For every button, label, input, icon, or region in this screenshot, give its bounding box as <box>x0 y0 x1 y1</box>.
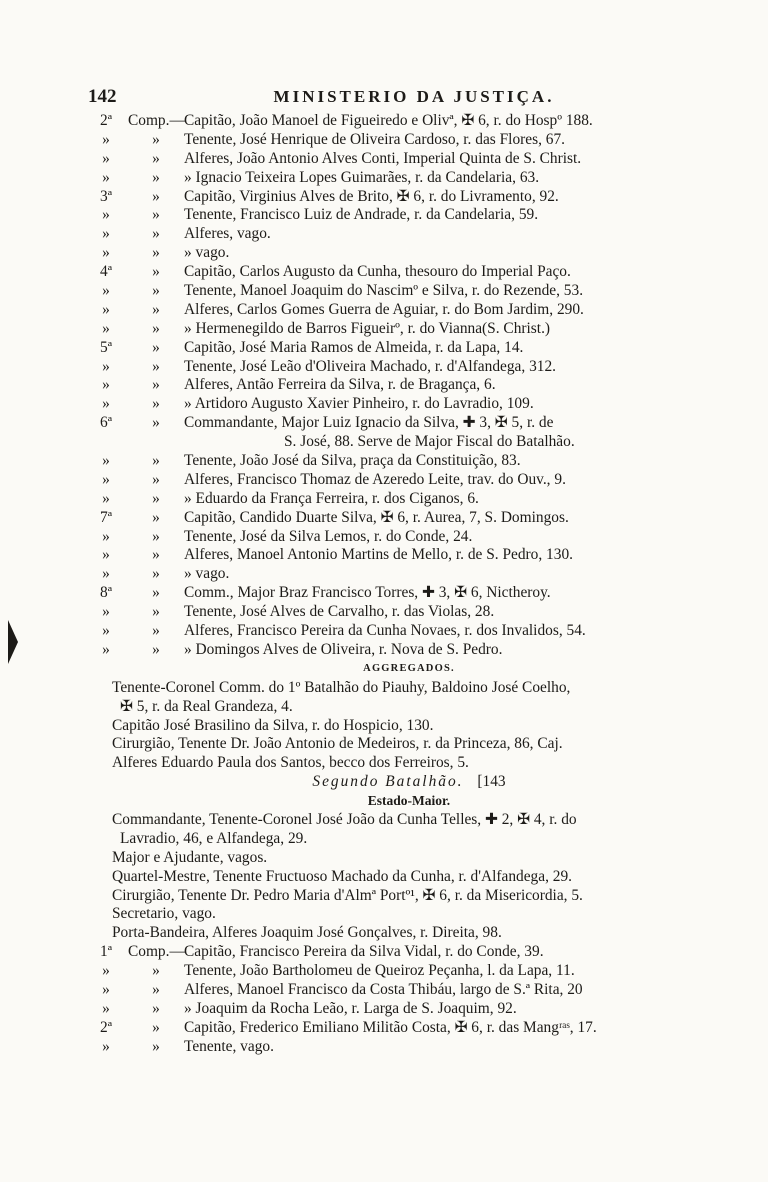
entry-text: Tenente, José Leão d'Oliveira Machado, r. d'Alfandega, 312. <box>184 357 557 375</box>
company-label: » <box>152 225 160 243</box>
estado-maior-heading: Estado-Maior. <box>367 793 451 809</box>
list-item: Cirurgião, Tenente Dr. João Antonio de Medeiros, r. da Princeza, 86, Caj. <box>112 735 563 753</box>
company-label: » <box>152 206 160 224</box>
section-title: Segundo Batalhão. <box>312 773 464 791</box>
company-label: » <box>152 1037 160 1055</box>
list-item <box>84 1038 734 1057</box>
list-item <box>84 282 734 301</box>
list-item <box>84 225 734 244</box>
company-number: » <box>102 395 110 413</box>
entry-text: Capitão, João Manoel de Figueiredo e Olivª, ✠ 6, r. do Hospº 188. <box>184 112 593 129</box>
entry-text: Alferes, Manoel Francisco da Costa Thibáu, largo de S.ª Rita, 20 <box>184 980 583 998</box>
company-label: » <box>152 489 160 507</box>
company-number: » <box>102 1037 110 1055</box>
company-label: » <box>152 319 160 337</box>
entry-text: Capitão, José Maria Ramos de Almeida, r. da Lapa, 14. <box>184 338 524 356</box>
company-number: » <box>102 225 110 243</box>
entry-text: Alferes, Antão Ferreira da Silva, r. de Bragança, 6. <box>184 376 496 394</box>
entry-text: » Eduardo da França Ferreira, r. dos Ciganos, 6. <box>184 489 479 507</box>
entry-text: Tenente, José Henrique de Oliveira Cardoso, r. das Flores, 67. <box>184 130 566 148</box>
running-header <box>88 85 740 109</box>
list-item <box>84 546 734 565</box>
list-item <box>84 490 734 509</box>
company-number: » <box>102 319 110 337</box>
list-item: Alferes Eduardo Paula dos Santos, becco dos Ferreiros, 5. <box>112 754 469 772</box>
entry-text: Alferes, Manoel Antonio Martins de Mello, r. de S. Pedro, 130. <box>184 546 573 564</box>
estado-maior-list <box>84 811 734 943</box>
company-label: » <box>152 527 160 545</box>
page-reference: [143 <box>477 773 506 791</box>
list-item <box>84 622 734 641</box>
entry-text: Tenente, José da Silva Lemos, r. do Conde, 24. <box>184 527 473 545</box>
list-item: Tenente-Coronel Comm. do 1º Batalhão do Piauhy, Baldoino José Coelho, <box>112 678 571 696</box>
list-item <box>84 584 734 603</box>
company-label: » <box>152 300 160 318</box>
list-item <box>84 131 734 150</box>
entry-text: Capitão, Candido Duarte Silva, ✠ 6, r. Aurea, 7, S. Domingos. <box>184 508 569 526</box>
company-number: 5ª <box>100 338 112 356</box>
company-number: 4ª <box>100 263 112 281</box>
company-number: 1ª <box>100 943 112 961</box>
list-item <box>84 565 734 584</box>
company-label: » <box>152 376 160 394</box>
company-number: » <box>102 168 110 186</box>
company-number: » <box>102 489 110 507</box>
entry-text: Tenente, José Alves de Carvalho, r. das Violas, 28. <box>184 603 495 621</box>
company-label: » <box>152 244 160 262</box>
company-number: 2ª <box>100 1018 112 1036</box>
company-label: » <box>152 263 160 281</box>
company-label: Comp.— <box>128 112 185 129</box>
list-item <box>84 603 734 622</box>
entry-text: Tenente, vago. <box>184 1037 274 1055</box>
entry-text: Commandante, Major Luiz Ignacio da Silva, ✚ 3, ✠ 5, r. de <box>184 414 554 432</box>
company-label: » <box>152 414 160 432</box>
list-item <box>84 244 734 263</box>
entry-text: Tenente, João José da Silva, praça da Constituição, 83. <box>184 452 521 470</box>
company-label: » <box>152 149 160 167</box>
company-label: » <box>152 640 160 658</box>
company-number: » <box>102 452 110 470</box>
company-label: » <box>152 999 160 1017</box>
company-number: » <box>102 130 110 148</box>
list-item <box>84 509 734 528</box>
list-item <box>84 339 734 358</box>
entry-text: Alferes, Carlos Gomes Guerra de Aguiar, r. do Bom Jardim, 290. <box>184 300 584 318</box>
first-battalion-list-continued <box>84 452 734 660</box>
list-item <box>84 112 734 131</box>
company-label: » <box>152 187 160 205</box>
list-item <box>84 206 734 225</box>
entry-text: Alferes, Francisco Pereira da Cunha Novaes, r. dos Invalidos, 54. <box>184 622 586 640</box>
aggregados-list <box>84 679 734 773</box>
entry-text: Capitão, Virginius Alves de Brito, ✠ 6, r. do Livramento, 92. <box>184 187 559 205</box>
list-item: Commandante, Tenente-Coronel José João da Cunha Telles, ✚ 2, ✠ 4, r. do <box>112 810 577 828</box>
entry-text: » Ignacio Teixeira Lopes Guimarães, r. da Candelaria, 63. <box>184 168 540 186</box>
company-number: » <box>102 357 110 375</box>
company-number: » <box>102 300 110 318</box>
company-label: » <box>152 282 160 300</box>
company-number: » <box>102 527 110 545</box>
section-title-row <box>84 773 734 792</box>
list-item: Lavradio, 46, e Alfandega, 29. <box>120 829 308 847</box>
page-body <box>84 112 734 1057</box>
company-label: » <box>152 962 160 980</box>
entry-text: » Artidoro Augusto Xavier Pinheiro, r. do Lavradio, 109. <box>184 395 534 413</box>
entry-text: Capitão, Frederico Emiliano Militão Costa, ✠ 6, r. das Mangʳᵃˢ, 17. <box>184 1018 597 1036</box>
company-label: » <box>152 980 160 998</box>
company-label: » <box>152 1018 160 1036</box>
company-number: » <box>102 980 110 998</box>
company-label: » <box>152 395 160 413</box>
list-item: Porta-Bandeira, Alferes Joaquim José Gonçalves, r. Direita, 98. <box>112 924 502 942</box>
company-number: » <box>102 206 110 224</box>
list-item <box>84 414 734 433</box>
list-item <box>84 452 734 471</box>
list-item <box>84 320 734 339</box>
company-number: » <box>102 546 110 564</box>
list-item <box>84 471 734 490</box>
company-label: » <box>152 452 160 470</box>
company-number: 2ª <box>100 112 112 129</box>
list-item <box>84 358 734 377</box>
list-item <box>84 528 734 547</box>
page-title: MINISTERIO DA JUSTIÇA. <box>273 87 555 106</box>
company-number: » <box>102 962 110 980</box>
company-label: » <box>152 168 160 186</box>
company-label: » <box>152 603 160 621</box>
company-number: » <box>102 640 110 658</box>
entry-text: » Hermenegildo de Barros Figueirº, r. do Vianna(S. Christ.) <box>184 319 551 337</box>
list-item <box>84 1019 734 1038</box>
entry-text: Alferes, João Antonio Alves Conti, Imperial Quinta de S. Christ. <box>184 149 582 167</box>
entry-text: Comm., Major Braz Francisco Torres, ✚ 3, ✠ 6, Nictheroy. <box>184 584 551 602</box>
company-number: » <box>102 244 110 262</box>
entry-text: Alferes, vago. <box>184 225 271 243</box>
list-item: Major e Ajudante, vagos. <box>112 848 268 866</box>
company-label: » <box>152 584 160 602</box>
company-number: 6ª <box>100 414 112 432</box>
list-item <box>84 395 734 414</box>
entry-text: Tenente, João Bartholomeu de Queiroz Peçanha, l. da Lapa, 11. <box>184 962 575 980</box>
entry-text: » vago. <box>184 565 230 583</box>
continuation-line: S. José, 88. Serve de Major Fiscal do Batalhão. <box>284 433 575 451</box>
company-number: » <box>102 149 110 167</box>
list-item: Secretario, vago. <box>112 905 216 923</box>
entry-text: Tenente, Manoel Joaquim do Nascimº e Silva, r. do Rezende, 53. <box>184 282 584 300</box>
list-item <box>84 641 734 660</box>
entry-text: » Domingos Alves de Oliveira, r. Nova de S. Pedro. <box>184 640 503 658</box>
list-item <box>84 188 734 207</box>
list-item: ✠ 5, r. da Real Grandeza, 4. <box>120 697 293 715</box>
list-item: Capitão José Brasilino da Silva, r. do Hospicio, 130. <box>112 716 434 734</box>
company-label: » <box>152 546 160 564</box>
list-item <box>84 169 734 188</box>
aggregados-heading: AGGREGADOS. <box>363 662 455 674</box>
company-label: » <box>152 338 160 356</box>
entry-text: Tenente, Francisco Luiz de Andrade, r. da Candelaria, 59. <box>184 206 539 224</box>
entry-text: » Joaquim da Rocha Leão, r. Larga de S. Joaquim, 92. <box>184 999 517 1017</box>
entry-text: Capitão, Carlos Augusto da Cunha, thesouro do Imperial Paço. <box>184 263 571 281</box>
list-item: Quartel-Mestre, Tenente Fructuoso Machado da Cunha, r. d'Alfandega, 29. <box>112 867 573 885</box>
company-number: 3ª <box>100 187 112 205</box>
margin-mark-icon <box>8 620 18 664</box>
list-item: Cirurgião, Tenente Dr. Pedro Maria d'Almª Portº¹, ✠ 6, r. da Misericordia, 5. <box>112 886 583 904</box>
list-item <box>84 263 734 282</box>
company-number: » <box>102 376 110 394</box>
company-label: » <box>152 470 160 488</box>
company-number: » <box>102 470 110 488</box>
entry-text: Alferes, Francisco Thomaz de Azeredo Leite, trav. do Ouv., 9. <box>184 470 566 488</box>
page-number: 142 <box>88 86 117 107</box>
company-number: » <box>102 282 110 300</box>
list-item <box>84 301 734 320</box>
entry-text: » vago. <box>184 244 230 262</box>
company-label: Comp.— <box>128 943 185 961</box>
entry-text: Capitão, Francisco Pereira da Silva Vidal, r. do Conde, 39. <box>184 943 544 961</box>
first-battalion-list <box>84 112 734 433</box>
company-label: » <box>152 130 160 148</box>
company-number: 8ª <box>100 584 112 602</box>
list-item <box>84 981 734 1000</box>
list-item <box>84 943 734 962</box>
list-item <box>84 376 734 395</box>
list-item <box>84 962 734 981</box>
company-number: » <box>102 999 110 1017</box>
company-number: 7ª <box>100 508 112 526</box>
company-number: » <box>102 565 110 583</box>
company-label: » <box>152 357 160 375</box>
list-item <box>84 150 734 169</box>
second-battalion-companies <box>84 943 734 1056</box>
company-number: » <box>102 603 110 621</box>
company-label: » <box>152 622 160 640</box>
list-item <box>84 1000 734 1019</box>
company-label: » <box>152 565 160 583</box>
company-number: » <box>102 622 110 640</box>
company-label: » <box>152 508 160 526</box>
